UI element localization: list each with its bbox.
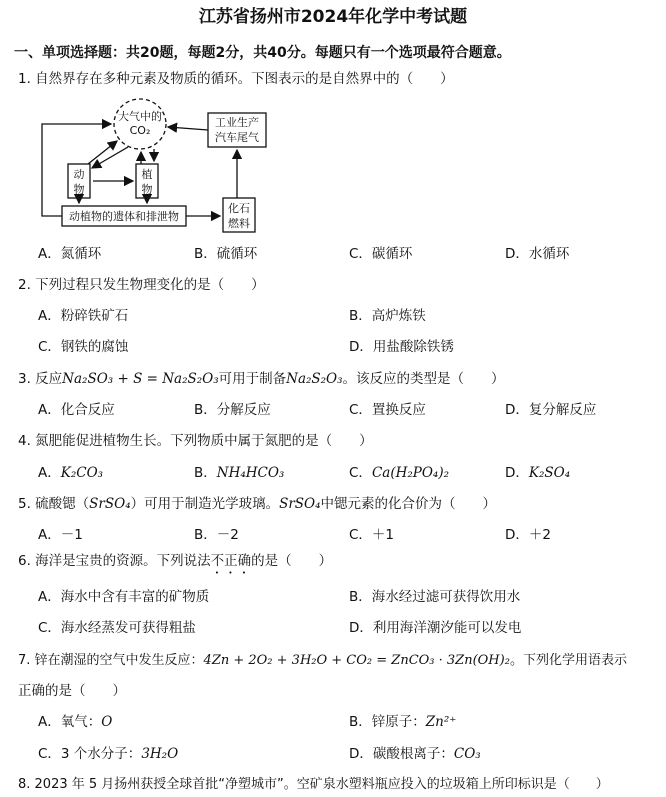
q4-formula-a: K₂CO₃: [60, 465, 104, 481]
q7-stem-line2: 正确的是（ ）: [18, 683, 126, 699]
co2-label-1: 大气中的: [118, 110, 162, 123]
q6-emphasis: 不正确: [210, 553, 252, 569]
q3-option-d: D．复分解反应: [505, 402, 597, 418]
remains-label: 动植物的遗体和排泄物: [69, 210, 179, 223]
q5-option-c: C．＋1: [349, 527, 395, 543]
q7-stem: 7. 锌在潮湿的空气中发生反应：4Zn + 2O₂ + 3H₂O + CO₂ = ZnCO₃ · 3Zn(OH)₂。下列化学用语表示: [18, 653, 627, 668]
q5-formula-1: SrSO₄: [89, 496, 131, 512]
q7-option-d: D．碳酸根离子：CO₃: [349, 746, 481, 762]
q3-option-b: B．分解反应: [194, 402, 271, 418]
plant-label-2: 物: [141, 183, 153, 196]
q5-formula-2: SrSO₄: [279, 496, 321, 512]
q7-formula-c: 3H₂O: [141, 746, 179, 762]
industry-label-1: 工业生产: [215, 116, 259, 129]
q6-option-b: B．海水经过滤可获得饮用水: [349, 589, 521, 605]
q6-option-a: A．海水中含有丰富的矿物质: [38, 589, 210, 605]
q5-option-b: B．－2: [194, 527, 239, 543]
q5-stem: 5. 硫酸锶（SrSO₄）可用于制造光学玻璃。SrSO₄中锶元素的化合价为（ ）: [18, 496, 497, 512]
q3-option-c: C．置换反应: [349, 402, 426, 418]
q4-formula-d: K₂SO₄: [528, 465, 571, 481]
q5-option-d: D．＋2: [505, 527, 551, 543]
q7-option-a: A．氧气：O: [38, 714, 113, 730]
q1-option-d: D．水循环: [505, 246, 570, 262]
q4-stem: 4. 氮肥能促进植物生长。下列物质中属于氮肥的是（ ）: [18, 433, 373, 449]
q4-option-d: D．K₂SO₄: [505, 465, 571, 481]
industry-label-2: 汽车尾气: [215, 131, 259, 144]
plant-label-1: 植: [141, 168, 153, 181]
q1-option-b: B．硫循环: [194, 246, 258, 262]
q1-option-c: C．碳循环: [349, 246, 413, 262]
animal-label-1: 动: [73, 168, 85, 181]
q4-option-b: B．NH₄HCO₃: [194, 465, 285, 481]
q3-text-1: 3. 反应: [18, 371, 63, 387]
q3-option-a: A．化合反应: [38, 402, 115, 418]
q4-option-c: C．Ca(H₂PO₄)₂: [349, 465, 450, 481]
q1-option-a: A．氮循环: [38, 246, 102, 262]
q3-stem: [18, 370, 505, 388]
page-title: 江苏省扬州市2024年化学中考试题: [198, 7, 468, 27]
q7-equation: 4Zn + 2O₂ + 3H₂O + CO₂ = ZnCO₃ · 3Zn(OH)₂: [203, 653, 510, 668]
q3-product: Na₂S₂O₃: [286, 371, 343, 387]
q2-option-d: D．用盐酸除铁锈: [349, 339, 454, 355]
q2-option-c: C．钢铁的腐蚀: [38, 339, 129, 355]
carbon-cycle-diagram: [36, 98, 276, 238]
q4-formula-c: Ca(H₂PO₄)₂: [371, 465, 450, 481]
q6-option-c: C．海水经蒸发可获得粗盐: [38, 620, 196, 636]
q2-stem: 2. 下列过程只发生物理变化的是（ ）: [18, 277, 265, 293]
q3-equation: Na₂SO₃ + S = Na₂S₂O₃: [62, 371, 219, 387]
q4-formula-b: NH₄HCO₃: [216, 465, 285, 481]
q3-text-2: 可用于制备: [218, 371, 287, 387]
q7-option-b: B．锌原子：Zn²⁺: [349, 714, 457, 730]
q6-option-d: D．利用海洋潮汐能可以发电: [349, 620, 522, 636]
q2-option-a: A．粉碎铁矿石: [38, 308, 129, 324]
q7-option-c: C．3 个水分子：3H₂O: [38, 746, 179, 762]
fossil-label-1: 化石: [228, 202, 250, 215]
fossil-label-2: 燃料: [228, 217, 250, 230]
q7-formula-a: O: [101, 714, 113, 730]
q3-text-3: 。该反应的类型是（ ）: [342, 371, 505, 387]
q7-formula-b: Zn²⁺: [425, 714, 457, 730]
section-heading: 一、单项选择题：共20题，每题2分，共40分。每题只有一个选项最符合题意。: [14, 45, 511, 61]
co2-label-2: CO₂: [129, 124, 151, 137]
q6-stem: 6. 海洋是宝贵的资源。下列说法不正确的是（ ）: [18, 553, 333, 569]
q5-option-a: A．－1: [38, 527, 83, 543]
q1-stem: 1. 自然界存在多种元素及物质的循环。下图表示的是自然界中的（ ）: [18, 71, 454, 87]
q2-option-b: B．高炉炼铁: [349, 308, 426, 324]
animal-label-2: 物: [73, 183, 85, 196]
q4-option-a: A．K₂CO₃: [38, 465, 104, 481]
q8-stem: 8. 2023 年 5 月扬州获授全球首批“净塑城市”。空矿泉水塑料瓶应投入的垃圾箱上所印标识是（ ）: [18, 777, 609, 792]
q7-formula-d: CO₃: [453, 746, 481, 762]
